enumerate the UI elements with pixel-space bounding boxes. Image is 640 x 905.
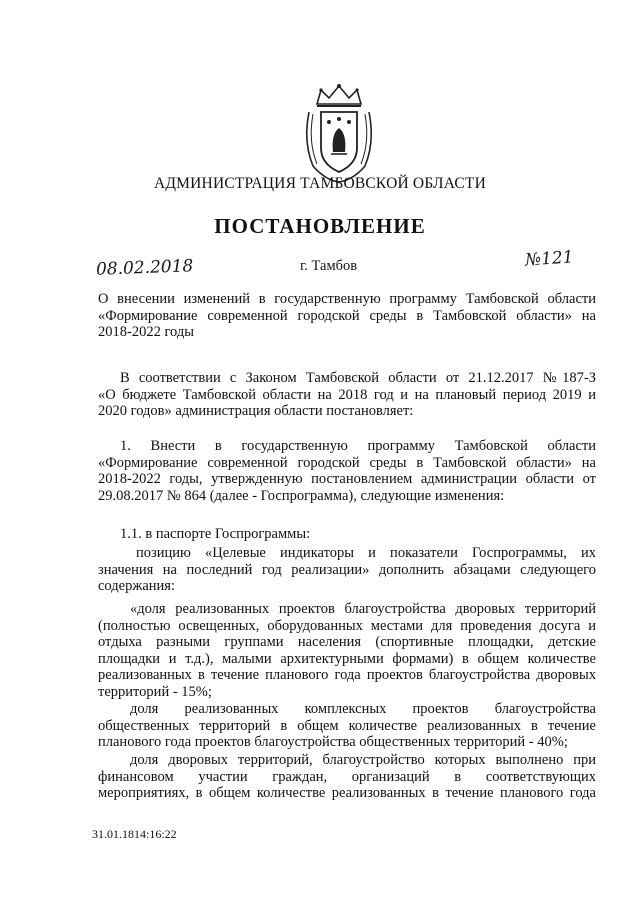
text-line: 1. Внести в государственную программу Тамбовской области <box>120 438 596 454</box>
text-line: В соответствии с Законом Тамбовской области от 21.12.2017 №187-З <box>120 370 596 386</box>
text-line: «Формирование современной городской среды в Тамбовской области» на <box>98 307 596 324</box>
text-line: финансовом участии граждан, организаций в соответствующих <box>98 768 596 785</box>
footer-timestamp: 31.01.1814:16:22 <box>92 827 177 841</box>
text-line: 1.1. в паспорте Госпрограммы: <box>120 526 311 542</box>
text-line: (полностью освещенных, оборудованных местами для проведения досуга и <box>98 617 596 634</box>
text-line: содержания: <box>98 578 176 594</box>
item-1-1-paragraph <box>98 526 596 543</box>
text-line: доля реализованных комплексных проектов благоустройства <box>130 701 596 717</box>
text-line: «доля реализованных проектов благоустройства дворовых территорий <box>130 601 596 617</box>
text-line: 29.08.2017 № 864 (далее - Госпрограмма), следующие изменения: <box>98 487 505 504</box>
text-line: позицию «Целевые индикаторы и показатели Госпрограммы, их <box>136 545 596 561</box>
preamble-paragraph <box>98 370 596 420</box>
text-line: территорий - 15%; <box>98 683 212 700</box>
text-line: О внесении изменений в государственную программу Тамбовской области <box>98 291 596 307</box>
document-type-heading: ПОСТАНОВЛЕНИЕ <box>214 214 426 238</box>
text-line: мероприятиях, в общем количестве реализованных в течение планового года <box>98 785 596 801</box>
text-line: «О бюджете Тамбовской области на 2018 год и на плановый период 2019 и <box>98 386 596 403</box>
item-1-paragraph <box>98 438 596 504</box>
place-label: г. Тамбов <box>300 258 358 274</box>
text-line: значения на последний год реализации» дополнить абзацами следующего <box>98 561 596 578</box>
text-line: планового года проектов благоустройства общественных территорий - 40%; <box>98 734 568 750</box>
text-line: общественных территорий в общем количестве реализованных в течение <box>98 717 596 734</box>
text-line: «Формирование современной городской среды в Тамбовской области» на <box>98 454 596 471</box>
text-line: площадки и т.д.), малыми архитектурными формами) в общем количестве <box>98 650 596 667</box>
position-paragraph <box>98 545 596 595</box>
indicator-3-paragraph <box>98 752 596 802</box>
text-line: 2018-2022 годы <box>98 324 194 340</box>
text-line: 2018-2022 годы, утвержденную постановлением администрации области от <box>98 471 596 487</box>
organization-title: АДМИНИСТРАЦИЯ ТАМБОВСКОЙ ОБЛАСТИ <box>154 175 486 192</box>
text-line: доля дворовых территорий, благоустройство которых выполнено при <box>130 752 596 768</box>
handwritten-date: 08.02.2018 <box>95 256 194 280</box>
text-line: отдыха разными группами населения (спортивные площадки, детские <box>98 634 596 650</box>
coat-of-arms-icon <box>301 82 377 184</box>
text-line: 2020 годов» администрация области постановляет: <box>98 403 414 419</box>
indicator-1-paragraph <box>98 601 596 700</box>
subject-paragraph <box>98 291 596 341</box>
text-line: реализованных в течение планового года проектов благоустройства дворовых <box>98 667 596 683</box>
indicator-2-paragraph <box>98 701 596 751</box>
handwritten-number: №121 <box>524 247 575 271</box>
